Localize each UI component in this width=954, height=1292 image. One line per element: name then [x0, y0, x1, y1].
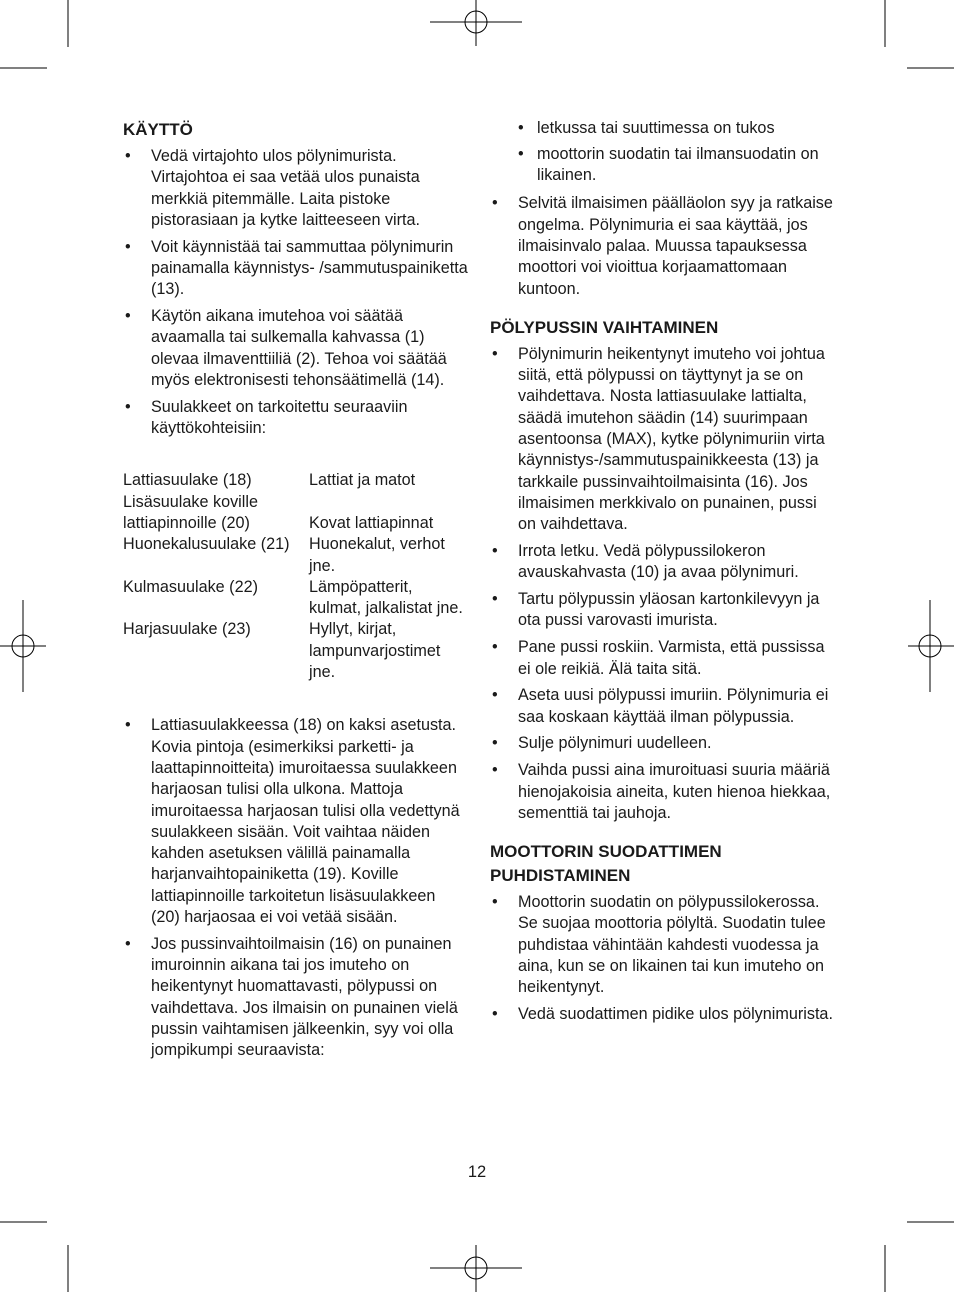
use-cell: Lattiat ja matot — [309, 471, 416, 490]
bag-change-list — [490, 344, 835, 824]
nozzle-cell: Kulmasuulake (22) — [123, 577, 258, 596]
use-cell: Lämpöpatterit, kulmat, jalkalistat jne. — [309, 577, 463, 618]
usage-list-b — [123, 715, 468, 1061]
nozzle-cell: Lisäsuulake koville — [123, 492, 258, 511]
list-item: • Moottorin suodatin on pölypussilokerossa. Se suojaa moottoria pölyltä. Suodatin tulee puhdistaa vähintään kahdesti vuodessa ja aina, kun se on likainen tai kun imuteho on heikentynyt. — [490, 892, 835, 998]
list-item: • Sulje pölynimuri uudelleen. — [490, 733, 835, 754]
nozzle-cell: Lattiasuulake (18) — [123, 471, 252, 490]
motor-filter-heading-line1: MOOTTORIN SUODATTIMEN — [490, 842, 722, 862]
list-item: • Irrota letku. Vedä pölypussilokeron avauskahvasta (10) ja avaa pölynimuri. — [490, 541, 835, 584]
list-item: • Vedä suodattimen pidike ulos pölynimurista. — [490, 1004, 835, 1025]
nozzle-cell: lattiapinnoille (20) — [123, 513, 250, 532]
list-item: • Lattiasuulakkeessa (18) on kaksi asetusta. Kovia pintoja (esimerkiksi parketti- ja laattapinnoitteita) imuroitaessa suulakkeen harjaosan tulisi olla ulkona. Mattoja imuroitaessa harjaosan tulisi olla vedettynä suulakkeen sisään. Voit vaihtaa näiden kahden asetuksen välillä painamalla harjanvaihtopainiketta (19). Koville lattiapinnoille tarkoitetun lisäsuulakkeen (20) harjaosaa ei voi vetää sisään. — [123, 715, 468, 928]
page-number: 12 — [467, 1163, 487, 1181]
list-item: • Jos pussinvaihtoilmaisin (16) on punainen imuroinnin aikana tai jos imuteho on heikentynyt huomattavasti, pölypussi on vaihdettava. Jos ilmaisin on punainen vielä pussin vaihtamisen jälkeenkin, syy voi olla jompikumpi seuraavista: — [123, 934, 468, 1062]
list-item: • Vedä virtajohto ulos pölynimurista. Virtajohtoa ei saa vetää ulos punaista merkkiä pitemmälle. Laita pistoke pistorasiaan ja kytke laitteeseen virta. — [123, 146, 468, 231]
use-cell: Huonekalut, verhot jne. — [309, 535, 445, 575]
nozzle-cell: Harjasuulake (23) — [123, 620, 251, 639]
use-cell — [309, 492, 468, 513]
table-row — [123, 577, 468, 620]
table-row — [123, 470, 468, 491]
list-item: • Käytön aikana imutehoa voi säätää avaamalla tai sulkemalla kahvassa (1) olevaa ilmaventtiiliä (2). Tehoa voi säätää myös elektronisesti tehonsäätimellä (14). — [123, 306, 468, 391]
list-item: • Vaihda pussi aina imuroituasi suuria määriä hienojakoisia aineita, kuten hienoa hiekkaa, sementtiä tai jauhoja. — [490, 760, 835, 824]
usage-list-c — [490, 193, 835, 299]
list-item: • Voit käynnistää tai sammuttaa pölynimurin painamalla käynnistys- /sammutuspainiketta (13). — [123, 237, 468, 301]
list-item: • Aseta uusi pölypussi imuriin. Pölynimuria ei saa koskaan käyttää ilman pölypussia. — [490, 685, 835, 728]
list-item: • moottorin suodatin tai ilmansuodatin on likainen. — [490, 144, 835, 187]
motor-filter-heading — [490, 840, 835, 888]
usage-heading: KÄYTTÖ — [123, 120, 193, 139]
list-item: • Pölynimurin heikentynyt imuteho voi johtua siitä, että pölypussi on täyttynyt ja se on vaihdettava. Nosta lattiasuulake lattialta, säädä imutehon säädin (14) suurimpaan asentoonsa (MAX), kytke pölynimuriin virta käynnistys-/sammutuspainikkeesta (13) ja tarkkaile pussinvaihtoilmaisinta (16). Jos ilmaisimen merkkivalo on punainen, pussi on vaihdettava. — [490, 344, 835, 536]
table-row — [123, 619, 468, 683]
motor-filter-heading-line2: PUHDISTAMINEN — [490, 866, 631, 886]
bag-change-heading: PÖLYPUSSIN VAIHTAMINEN — [490, 317, 719, 337]
nozzle-table — [123, 470, 468, 683]
use-cell: Kovat lattiapinnat — [309, 513, 434, 532]
nozzle-cell: Huonekalusuulake (21) — [123, 535, 290, 554]
use-cell: Hyllyt, kirjat, lampunvarjostimet jne. — [309, 620, 441, 682]
motor-filter-list — [490, 892, 835, 1025]
list-item: • Tartu pölypussin yläosan kartonkilevyyn ja ota pussi varovasti imurista. — [490, 589, 835, 632]
right-column — [490, 118, 835, 1031]
usage-list-a — [123, 146, 468, 439]
list-item: • Selvitä ilmaisimen päälläolon syy ja ratkaise ongelma. Pölynimuria ei saa käyttää, jos ilmaisinvalo palaa. Muussa tapauksessa moottori voi vioittua korjaamattomaan kuntoon. — [490, 193, 835, 299]
list-item: • Suulakkeet on tarkoitettu seuraaviin käyttökohteisiin: — [123, 397, 468, 440]
list-item: • letkussa tai suuttimessa on tukos — [490, 118, 835, 139]
causes-list — [490, 118, 835, 186]
left-column — [123, 118, 468, 1067]
table-row — [123, 534, 468, 577]
table-row — [123, 492, 468, 513]
table-row — [123, 513, 468, 534]
list-item: • Pane pussi roskiin. Varmista, että pussissa ei ole reikiä. Älä taita sitä. — [490, 637, 835, 680]
